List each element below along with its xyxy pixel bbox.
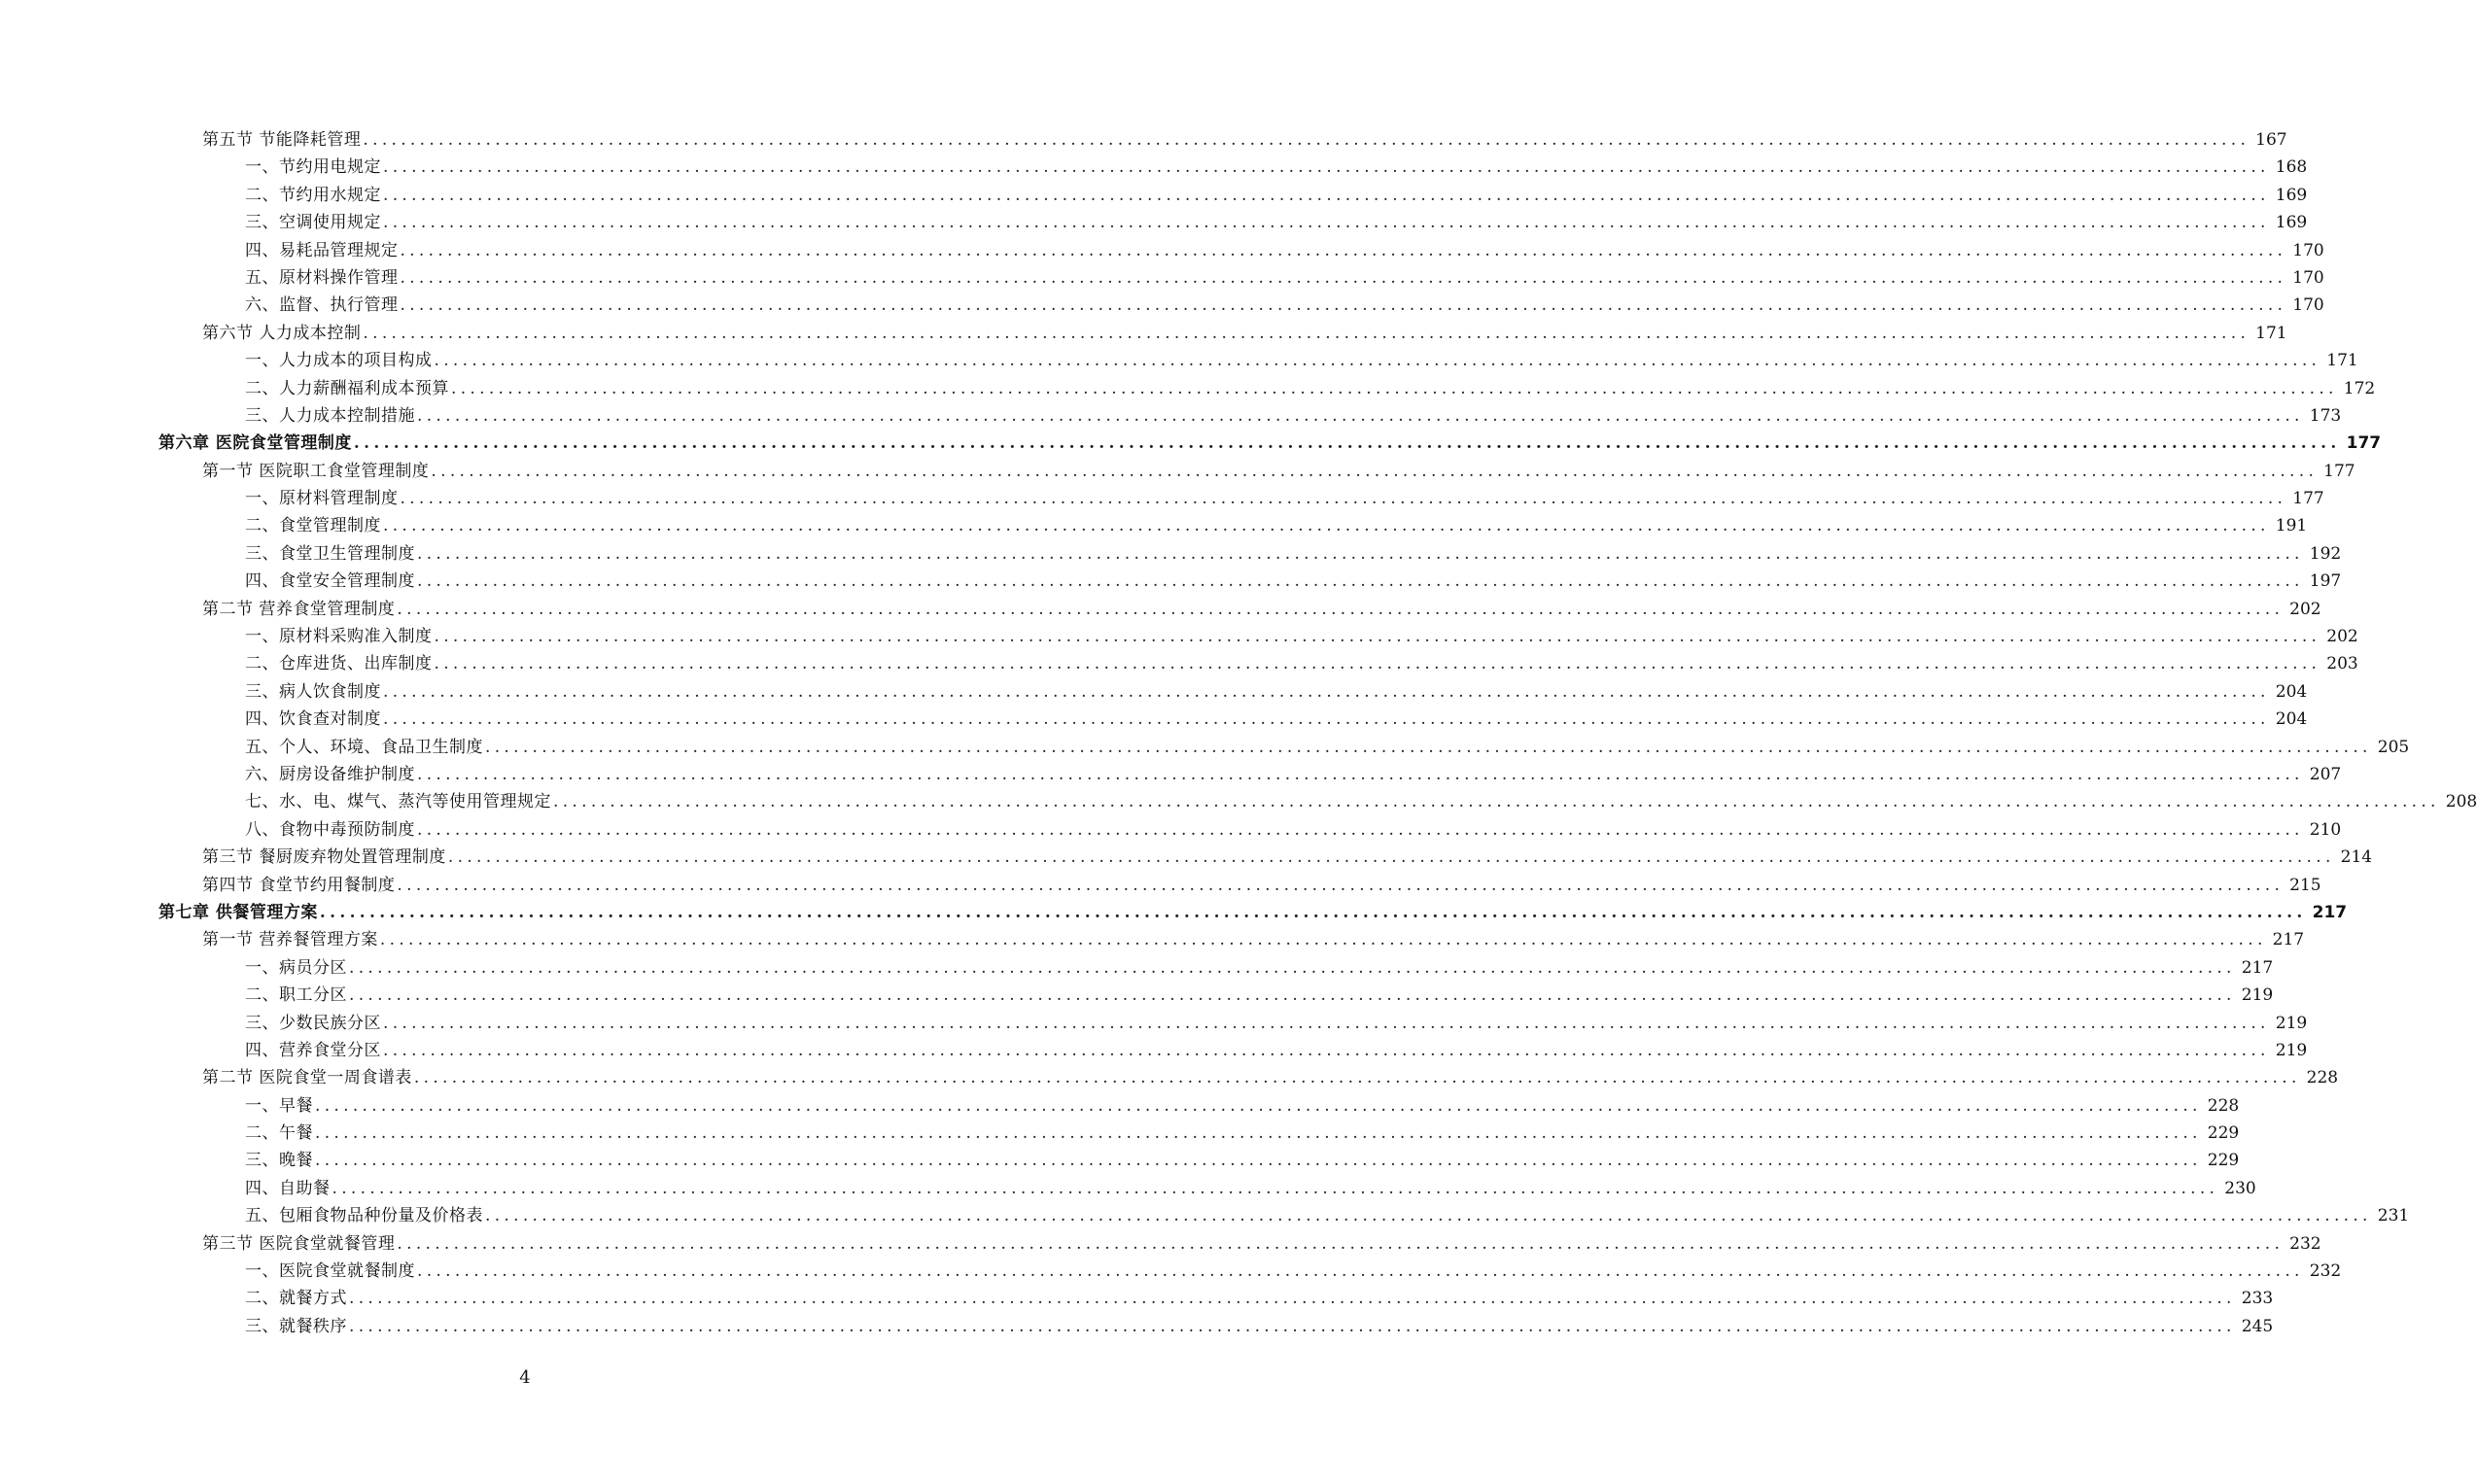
toc-subsection-entry[interactable] [0, 1120, 2240, 1147]
toc-subsection-entry[interactable] [0, 761, 2342, 788]
toc-subsection-entry[interactable] [0, 1092, 2240, 1120]
toc-dot-leader: ........................................................................................................................................................................................................ [383, 213, 2270, 233]
toc-chapter-entry[interactable] [0, 899, 2348, 926]
toc-entry-page-number: 202 [2289, 599, 2321, 619]
toc-dot-leader: ........................................................................................................................................................................................................ [349, 957, 2236, 978]
toc-dot-leader: ........................................................................................................................................................................................................ [400, 240, 2287, 260]
toc-section-entry[interactable] [0, 126, 2287, 154]
toc-subsection-entry[interactable] [0, 1202, 2410, 1229]
toc-dot-leader: ........................................................................................................................................................................................................ [434, 351, 2321, 371]
toc-entry-page-number: 207 [2309, 764, 2342, 784]
toc-dot-leader: ........................................................................................................................................................................................................ [315, 1151, 2202, 1171]
toc-entry-label: 二、节约用水规定 [245, 185, 381, 205]
toc-entry-page-number: 197 [2309, 571, 2342, 592]
toc-entry-label: 一、人力成本的项目构成 [245, 351, 433, 371]
toc-subsection-entry[interactable] [0, 485, 2324, 512]
toc-dot-leader: ........................................................................................................................................................................................................ [417, 571, 2304, 592]
toc-dot-leader: ........................................................................................................................................................................................................ [349, 985, 2236, 1006]
toc-entry-page-number: 232 [2309, 1261, 2342, 1282]
toc-entry-label: 一、原材料采购准入制度 [245, 627, 433, 647]
toc-entry-page-number: 229 [2207, 1151, 2240, 1171]
toc-entry-page-number: 192 [2309, 543, 2342, 564]
toc-section-entry[interactable] [0, 926, 2305, 953]
toc-subsection-entry[interactable] [0, 1285, 2274, 1312]
toc-subsection-entry[interactable] [0, 512, 2308, 539]
toc-entry-label: 二、午餐 [245, 1123, 313, 1144]
toc-entry-page-number: 217 [2241, 957, 2274, 978]
toc-entry-label: 第三节 餐厨废弃物处置管理制度 [202, 847, 446, 868]
page-number: 4 [519, 1367, 531, 1388]
toc-dot-leader: ........................................................................................................................................................................................................ [400, 267, 2287, 288]
toc-entry-page-number: 219 [2241, 985, 2274, 1006]
toc-entry-label: 七、水、电、煤气、蒸汽等使用管理规定 [245, 792, 551, 812]
toc-entry-label: 第五节 节能降耗管理 [202, 130, 362, 150]
toc-subsection-entry[interactable] [0, 982, 2274, 1009]
toc-dot-leader: ........................................................................................................................................................................................................ [349, 1289, 2236, 1309]
toc-entry-page-number: 214 [2340, 847, 2373, 868]
toc-subsection-entry[interactable] [0, 706, 2308, 733]
toc-dot-leader: ........................................................................................................................................................................................................ [383, 681, 2270, 702]
toc-subsection-entry[interactable] [0, 182, 2308, 209]
toc-subsection-entry[interactable] [0, 1313, 2274, 1340]
toc-dot-leader: ........................................................................................................................................................................................................ [363, 323, 2250, 343]
toc-dot-leader: ........................................................................................................................................................................................................ [553, 792, 2440, 812]
toc-section-entry[interactable] [0, 458, 2355, 485]
toc-entry-page-number: 219 [2275, 1040, 2308, 1060]
toc-entry-label: 六、厨房设备维护制度 [245, 764, 415, 784]
toc-entry-label: 第二节 营养食堂管理制度 [202, 599, 396, 619]
toc-dot-leader: ........................................................................................................................................................................................................ [379, 930, 2267, 950]
toc-entry-page-number: 168 [2275, 157, 2308, 178]
toc-entry-page-number: 228 [2207, 1095, 2240, 1116]
toc-entry-label: 三、晚餐 [245, 1151, 313, 1171]
toc-entry-page-number: 217 [2272, 930, 2305, 950]
toc-entry-page-number: 203 [2326, 654, 2358, 674]
toc-dot-leader: ........................................................................................................................................................................................................ [417, 543, 2304, 564]
toc-entry-label: 第六节 人力成本控制 [202, 323, 362, 343]
toc-entry-page-number: 170 [2292, 240, 2324, 260]
toc-dot-leader: ........................................................................................................................................................................................................ [383, 709, 2270, 730]
toc-dot-leader: ........................................................................................................................................................................................................ [413, 1068, 2301, 1088]
toc-entry-label: 一、早餐 [245, 1095, 313, 1116]
toc-subsection-entry[interactable] [0, 1147, 2240, 1174]
toc-dot-leader: ........................................................................................................................................................................................................ [319, 902, 2307, 922]
toc-chapter-entry[interactable] [0, 430, 2382, 457]
toc-dot-leader: ........................................................................................................................................................................................................ [383, 516, 2270, 536]
toc-dot-leader: ........................................................................................................................................................................................................ [485, 737, 2372, 757]
toc-section-entry[interactable] [0, 872, 2321, 899]
toc-entry-page-number: 210 [2309, 819, 2342, 840]
toc-entry-label: 二、人力薪酬福利成本预算 [245, 378, 449, 398]
toc-entry-label: 三、空调使用规定 [245, 213, 381, 233]
toc-dot-leader: ........................................................................................................................................................................................................ [431, 461, 2319, 481]
toc-entry-label: 四、饮食查对制度 [245, 709, 381, 730]
toc-subsection-entry[interactable] [0, 954, 2274, 982]
toc-subsection-entry[interactable] [0, 237, 2324, 264]
toc-subsection-entry[interactable] [0, 1010, 2308, 1037]
toc-entry-page-number: 167 [2255, 130, 2287, 150]
toc-entry-label: 三、人力成本控制措施 [245, 405, 415, 426]
toc-dot-leader: ........................................................................................................................................................................................................ [383, 185, 2270, 205]
toc-dot-leader: ........................................................................................................................................................................................................ [363, 130, 2250, 150]
toc-dot-leader: ........................................................................................................................................................................................................ [383, 157, 2270, 178]
toc-dot-leader: ........................................................................................................................................................................................................ [400, 295, 2287, 316]
toc-entry-label: 六、监督、执行管理 [245, 295, 399, 316]
toc-subsection-entry[interactable] [0, 209, 2308, 236]
toc-dot-leader: ........................................................................................................................................................................................................ [315, 1095, 2202, 1116]
toc-entry-page-number: 171 [2326, 351, 2358, 371]
toc-entry-label: 第一节 医院职工食堂管理制度 [202, 461, 430, 481]
toc-entry-label: 五、个人、环境、食品卫生制度 [245, 737, 483, 757]
toc-dot-leader: ........................................................................................................................................................................................................ [434, 654, 2321, 674]
toc-entry-label: 第六章 医院食堂管理制度 [158, 433, 352, 454]
toc-entry-page-number: 170 [2292, 295, 2324, 316]
toc-dot-leader: ........................................................................................................................................................................................................ [315, 1123, 2202, 1144]
toc-dot-leader: ........................................................................................................................................................................................................ [417, 405, 2304, 426]
toc-entry-page-number: 217 [2312, 902, 2348, 922]
toc-entry-page-number: 170 [2292, 267, 2324, 288]
toc-entry-label: 二、食堂管理制度 [245, 516, 381, 536]
toc-entry-page-number: 215 [2289, 875, 2321, 895]
toc-entry-label: 五、原材料操作管理 [245, 267, 399, 288]
toc-subsection-entry[interactable] [0, 734, 2410, 761]
toc-dot-leader: ........................................................................................................................................................................................................ [447, 847, 2335, 868]
toc-entry-page-number: 228 [2306, 1068, 2339, 1088]
toc-entry-label: 三、就餐秩序 [245, 1316, 347, 1336]
toc-entry-label: 一、原材料管理制度 [245, 489, 399, 509]
toc-entry-page-number: 177 [2292, 489, 2324, 509]
toc-entry-page-number: 230 [2224, 1178, 2256, 1198]
toc-subsection-entry[interactable] [0, 1175, 2256, 1202]
toc-subsection-entry[interactable] [0, 1258, 2342, 1285]
toc-entry-label: 四、易耗品管理规定 [245, 240, 399, 260]
toc-subsection-entry[interactable] [0, 816, 2342, 844]
toc-entry-label: 三、少数民族分区 [245, 1013, 381, 1033]
toc-entry-page-number: 233 [2241, 1289, 2274, 1309]
toc-dot-leader: ........................................................................................................................................................................................................ [383, 1040, 2270, 1060]
toc-subsection-entry[interactable] [0, 1037, 2308, 1064]
toc-entry-label: 四、营养食堂分区 [245, 1040, 381, 1060]
toc-subsection-entry[interactable] [0, 623, 2358, 650]
toc-dot-leader: ........................................................................................................................................................................................................ [400, 489, 2287, 509]
toc-entry-page-number: 205 [2377, 737, 2410, 757]
toc-entry-page-number: 172 [2343, 378, 2376, 398]
toc-subsection-entry[interactable] [0, 568, 2342, 595]
toc-entry-page-number: 171 [2255, 323, 2287, 343]
toc-entry-label: 八、食物中毒预防制度 [245, 819, 415, 840]
toc-entry-page-number: 169 [2275, 213, 2308, 233]
toc-dot-leader: ........................................................................................................................................................................................................ [349, 1316, 2236, 1336]
toc-section-entry[interactable] [0, 1230, 2321, 1258]
toc-subsection-entry[interactable] [0, 264, 2324, 292]
toc-dot-leader: ........................................................................................................................................................................................................ [451, 378, 2338, 398]
toc-dot-leader: ........................................................................................................................................................................................................ [485, 1206, 2372, 1226]
toc-entry-label: 第三节 医院食堂就餐管理 [202, 1233, 396, 1254]
toc-entry-page-number: 232 [2289, 1233, 2321, 1254]
table-of-contents [0, 126, 2477, 1340]
toc-entry-label: 二、仓库进货、出库制度 [245, 654, 433, 674]
toc-entry-page-number: 231 [2377, 1206, 2410, 1226]
toc-subsection-entry[interactable] [0, 650, 2358, 677]
toc-entry-label: 四、食堂安全管理制度 [245, 571, 415, 592]
toc-entry-label: 第一节 营养餐管理方案 [202, 930, 378, 950]
toc-entry-page-number: 208 [2445, 792, 2477, 812]
toc-entry-label: 一、节约用电规定 [245, 157, 381, 178]
toc-section-entry[interactable] [0, 1064, 2339, 1091]
toc-section-entry[interactable] [0, 596, 2321, 623]
toc-dot-leader: ........................................................................................................................................................................................................ [417, 1261, 2304, 1282]
toc-entry-label: 第四节 食堂节约用餐制度 [202, 875, 396, 895]
toc-dot-leader: ........................................................................................................................................................................................................ [331, 1178, 2219, 1198]
toc-entry-page-number: 204 [2275, 681, 2308, 702]
toc-subsection-entry[interactable] [0, 347, 2358, 374]
toc-entry-label: 三、食堂卫生管理制度 [245, 543, 415, 564]
toc-dot-leader: ........................................................................................................................................................................................................ [353, 433, 2341, 454]
toc-entry-label: 四、自助餐 [245, 1178, 331, 1198]
toc-dot-leader: ........................................................................................................................................................................................................ [417, 819, 2304, 840]
toc-dot-leader: ........................................................................................................................................................................................................ [417, 764, 2304, 784]
toc-entry-label: 一、病员分区 [245, 957, 347, 978]
toc-section-entry[interactable] [0, 844, 2373, 871]
toc-entry-label: 二、职工分区 [245, 985, 347, 1006]
toc-subsection-entry[interactable] [0, 375, 2376, 402]
toc-subsection-entry[interactable] [0, 788, 2477, 815]
toc-entry-page-number: 173 [2309, 405, 2342, 426]
toc-dot-leader: ........................................................................................................................................................................................................ [397, 1233, 2285, 1254]
toc-dot-leader: ........................................................................................................................................................................................................ [383, 1013, 2270, 1033]
toc-entry-label: 一、医院食堂就餐制度 [245, 1261, 415, 1282]
toc-entry-page-number: 204 [2275, 709, 2308, 730]
toc-entry-label: 五、包厢食物品种份量及价格表 [245, 1206, 483, 1226]
toc-entry-page-number: 245 [2241, 1316, 2274, 1336]
toc-section-entry[interactable] [0, 320, 2287, 347]
toc-entry-page-number: 169 [2275, 185, 2308, 205]
toc-dot-leader: ........................................................................................................................................................................................................ [434, 627, 2321, 647]
toc-subsection-entry[interactable] [0, 540, 2342, 568]
toc-dot-leader: ........................................................................................................................................................................................................ [397, 599, 2285, 619]
toc-entry-label: 二、就餐方式 [245, 1289, 347, 1309]
toc-entry-page-number: 202 [2326, 627, 2358, 647]
toc-entry-label: 第二节 医院食堂一周食谱表 [202, 1068, 412, 1088]
toc-dot-leader: ........................................................................................................................................................................................................ [397, 875, 2285, 895]
toc-entry-page-number: 229 [2207, 1123, 2240, 1144]
toc-subsection-entry[interactable] [0, 678, 2308, 706]
toc-entry-page-number: 177 [2323, 461, 2355, 481]
toc-entry-label: 第七章 供餐管理方案 [158, 902, 318, 922]
toc-subsection-entry[interactable] [0, 154, 2308, 181]
toc-entry-label: 三、病人饮食制度 [245, 681, 381, 702]
toc-entry-page-number: 219 [2275, 1013, 2308, 1033]
toc-subsection-entry[interactable] [0, 292, 2324, 319]
toc-entry-page-number: 191 [2275, 516, 2308, 536]
toc-entry-page-number: 177 [2346, 433, 2382, 454]
toc-subsection-entry[interactable] [0, 402, 2342, 430]
